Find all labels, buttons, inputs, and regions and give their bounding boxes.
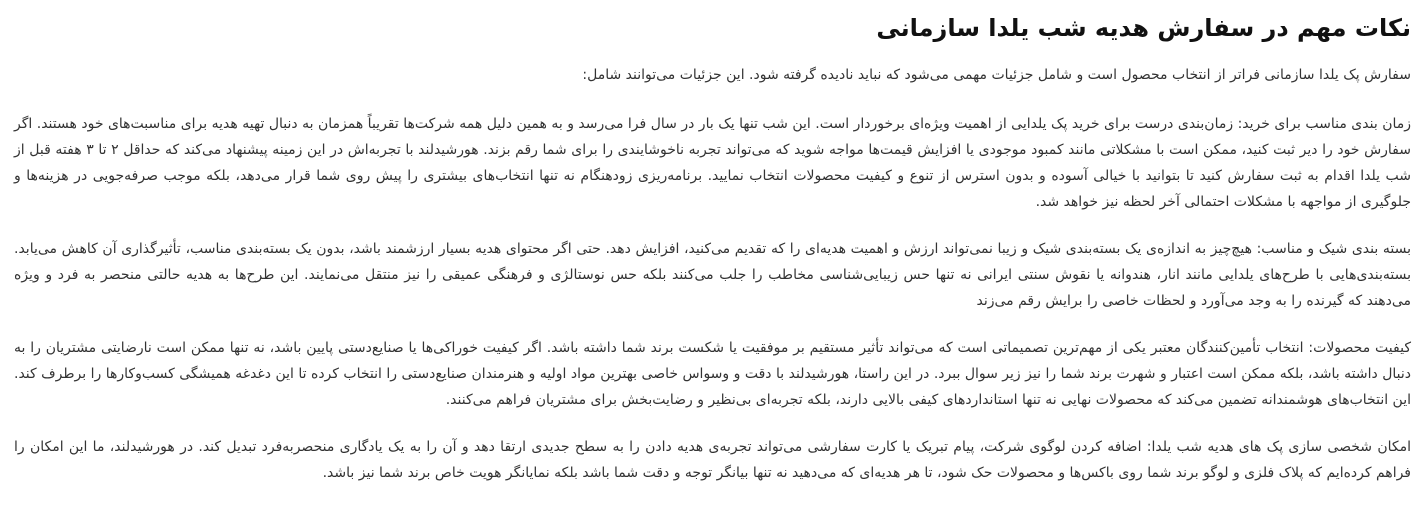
section-personalization bbox=[14, 434, 1411, 486]
section-quality bbox=[14, 335, 1411, 413]
section-personalization-body: اضافه کردن لوگوی شرکت، پیام تبریک یا کارت سفارشی می‌تواند تجربه‌ی هدیه دادن را به سطح جدیدی ارتقا دهد و آن را به یک یادگاری منحصربه‌فرد تبدیل کند. در هورشیدلند، ما این امکان را فراهم کرده‌ایم که پلاک فلزی و لوگو برند شما روی باکس‌ها و محصولات حک شود، تا هر هدیه‌ای که می‌دهید نه تنها بیانگر توجه و دقت شما باشد بلکه نمایانگر هویت خاص برند شما نیز باشد. bbox=[14, 439, 1411, 481]
section-timing-body: زمان‌بندی درست برای خرید پک یلدایی از اهمیت ویژه‌ای برخوردار است. این شب تنها یک بار در سال فرا می‌رسد و به همین دلیل همه شرکت‌ها تقریباً همزمان به دنبال تهیه هدیه برای مناسبت‌های خود هستند. اگر سفارش خود را دیر ثبت کنید، ممکن است با مشکلاتی مانند کمبود موجودی یا افزایش قیمت‌ها مواجه شوید که می‌تواند تجربه ناخوشایندی را برای شما رقم بزند. هورشیدلند با تجربه‌اش در این زمینه پیشنهاد می‌کند که حداقل ۲ تا ۳ هفته قبل از شب یلدا اقدام به ثبت سفارش کنید تا بتوانید با خیالی آسوده و بدون استرس از تنوع و کیفیت محصولات انتخاب نمایید. برنامه‌ریزی زودهنگام نه تنها انتخاب‌های بیشتری را پیش روی شما قرار می‌دهد، بلکه موجب صرفه‌جویی در هزینه‌ها و جلوگیری از مواجهه با مشکلات احتمالی آخر لحظه نیز خواهد شد. bbox=[14, 116, 1411, 210]
section-timing bbox=[14, 111, 1411, 215]
article-title: نکات مهم در سفارش هدیه شب یلدا سازمانی bbox=[876, 14, 1411, 42]
section-packaging-lead: بسته بندی شیک و مناسب: bbox=[1256, 241, 1411, 257]
section-packaging bbox=[14, 236, 1411, 314]
section-personalization-lead: امکان شخصی سازی پک های هدیه شب یلدا: bbox=[1146, 439, 1411, 455]
section-timing-lead: زمان بندی مناسب برای خرید: bbox=[1237, 116, 1411, 132]
section-packaging-body: هیچ‌چیز به اندازه‌ی یک بسته‌بندی شیک و زیبا نمی‌تواند ارزش و اهمیت هدیه‌ای را که تقدیم می‌کنید، افزایش دهد. حتی اگر محتوای هدیه بسیار ارزشمند باشد، بدون یک بسته‌بندی مناسب، تأثیرگذاری آن کاهش می‌یابد. بسته‌بندی‌هایی با طرح‌های یلدایی مانند انار، هندوانه یا نقوش سنتی ایرانی نه تنها حس زیبایی‌شناسی مخاطب را جلب می‌کنند بلکه حس نوستالژی و فرهنگی عمیقی را نیز منتقل می‌نمایند. این طرح‌ها به هدیه حالتی منحصر به فرد و ویژه می‌دهند که گیرنده را به وجد می‌آورد و لحظات خاصی را برایش رقم می‌زند bbox=[14, 241, 1411, 309]
section-quality-body: انتخاب تأمین‌کنندگان معتبر یکی از مهم‌ترین تصمیماتی است که می‌تواند تأثیر مستقیم بر موفقیت یا شکست برند شما داشته باشد. اگر کیفیت خوراکی‌ها یا صنایع‌دستی پایین باشد، نه تنها ممکن است نارضایتی مشتریان را به دنبال داشته باشد، بلکه ممکن است اعتبار و شهرت برند شما را نیز زیر سوال ببرد. در این راستا، هورشیدلند با دقت و وسواس خاصی بهترین مواد اولیه و هنرمندان صنایع‌دستی را انتخاب کرده تا این دغدغه همیشگی کسب‌وکارها را برطرف کند. این انتخاب‌های هوشمندانه تضمین می‌کند که محصولات نهایی نه تنها استانداردهای کیفی بالایی دارند، بلکه تجربه‌ای بی‌نظیر و رضایت‌بخش برای مشتریان فراهم می‌کنند. bbox=[14, 340, 1411, 408]
section-quality-lead: کیفیت محصولات: bbox=[1308, 340, 1411, 356]
intro-paragraph: سفارش پک یلدا سازمانی فراتر از انتخاب محصول است و شامل جزئیات مهمی می‌شود که نباید نادیده گرفته شود. این جزئیات می‌توانند شامل: bbox=[582, 67, 1411, 83]
